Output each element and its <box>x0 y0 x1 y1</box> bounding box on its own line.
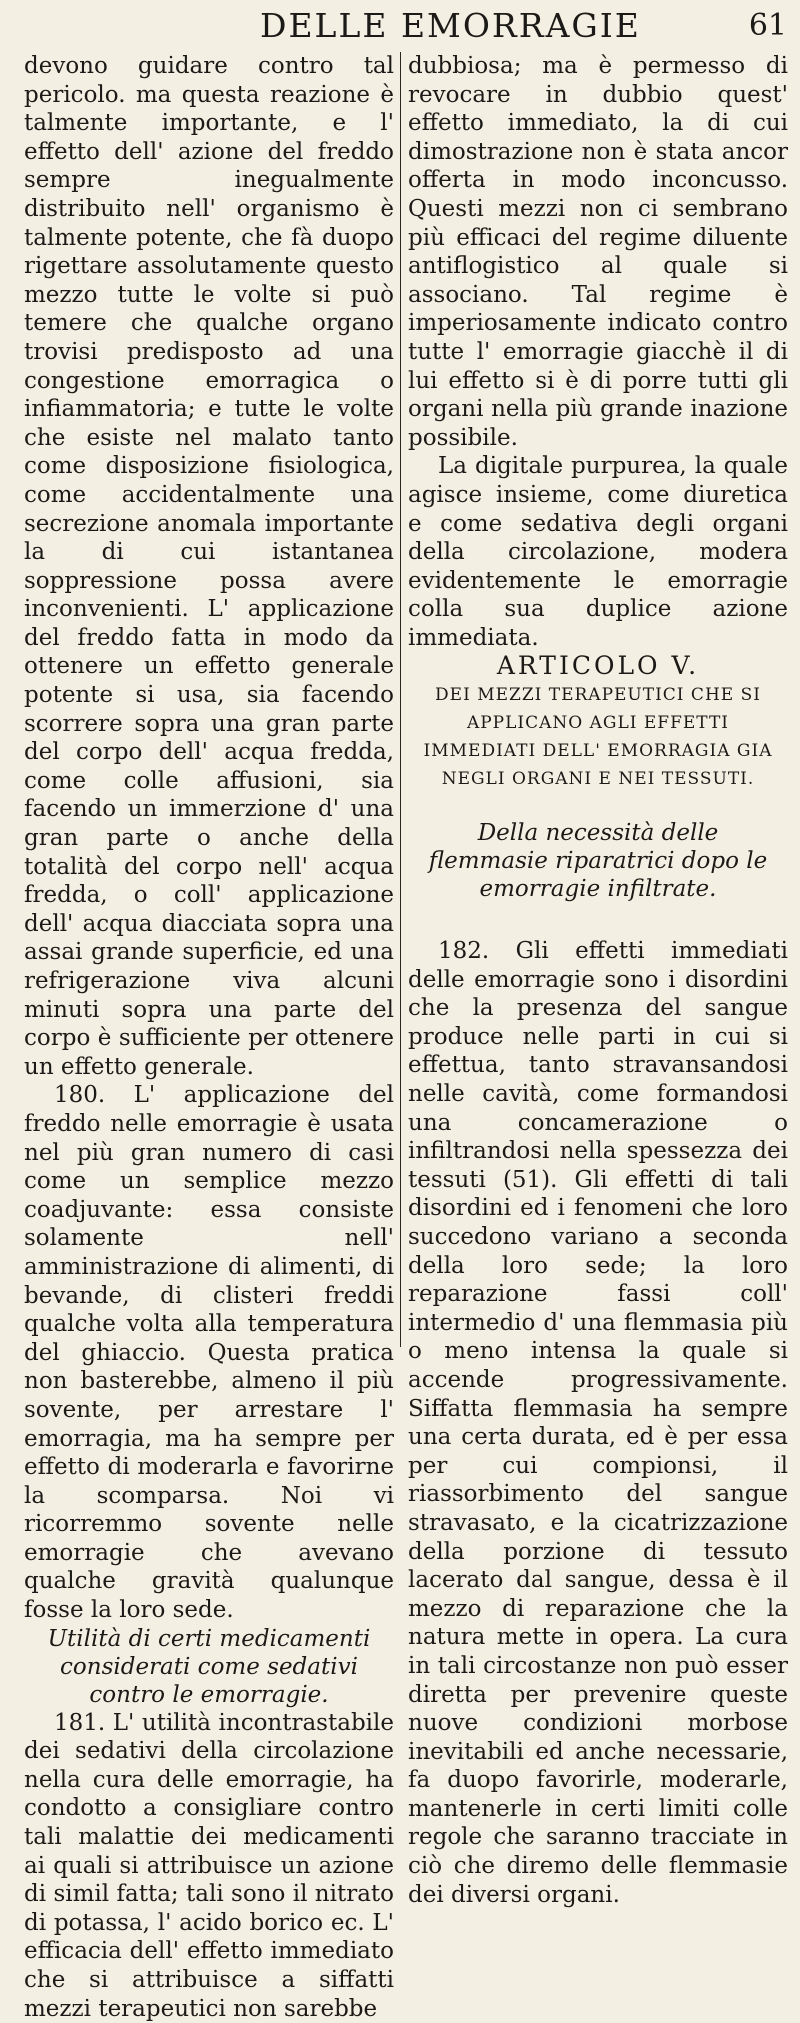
paragraph-digitale: La digitale purpurea, la quale agisce insieme, come diuretica e come sedativa degli organi della circolazione, modera evidentemente le emorragie colla sua duplice azione immediata. <box>408 453 788 651</box>
section-title-sedativi: Utilità di certi medicamenti considerati come sedativi contro le emorragie. <box>47 1625 371 1708</box>
article-subtitle: DEI MEZZI TERAPEUTICI CHE SI APPLICANO AGLI EFFETTI IMMEDIATI DELL' EMORRAGIA GIA NEGLI ORGANI E NEI TESSUTI. <box>423 685 773 790</box>
paragraph-continued: devono guidare contro tal pericolo. ma questa reazione è talmente importante, e l' effetto dell' azione del freddo sempre inegualmente distribuito nell' organismo è talmente potente, che fà duopo rigettare assolutamente questo mezzo tutte le volte si può temere che qualche organo trovisi predisposto ad una congestione emorragica o infiammatoria; e tutte le volte che esiste nel malato tanto come disposizione fisiologica, come accidentalmente una secrezione anomala importante la di cui istantanea soppressione possa avere inconvenienti. L' applicazione del freddo fatta in modo da ottenere un effetto generale potente si usa, sia facendo scorrere sopra una gran parte del corpo dell' acqua fredda, come colle affusioni, sia facendo un immerzione d' una gran parte o anche della totalità del corpo nell' acqua fredda, o coll' applicazione dell' acqua diacciata sopra una assai grande superficie, ed una refrigerazione viva alcuni minuti sopra una parte del corpo è sufficiente per ottenere un effetto generale. <box>24 53 394 1080</box>
paragraph-continued-right: dubbiosa; ma è permesso di revocare in dubbio quest' effetto immediato, la di cui dimostrazione non è stata ancor offerta in modo inconcusso. Questi mezzi non ci sembrano più efficaci del regime diluente antiflogistico al quale si associano. Tal regime è imperiosamente indicato contro tutte l' emorragie giacchè il di lui effetto si è di porre tutti gli organi nella più grande inazione possibile. <box>408 53 788 451</box>
page-header <box>60 6 795 46</box>
article-heading: ARTICOLO V. <box>496 651 700 681</box>
paragraph-182: 182. Gli effetti immediati delle emorragie sono i disordini che la presenza del sangue produce nelle parti in cui si effettua, tanto stravansandosi nelle cavità, come formandosi una concamerazione o infiltrandosi nella spessezza dei tessuti (51). Gli effetti di tali disordini ed i fenomeni che loro succedono variano a seconda della loro sede; la loro reparazione fassi coll' intermedio d' una flemmasia più o meno intensa la quale si accende progressivamente. Siffatta flemmasia ha sempre una certa durata, ed è per essa per cui compionsi, il riassorbimento del sangue stravasato, e la cicatrizzazione della porzione di tessuto lacerato dal sangue, dessa è il mezzo di reparazione che la natura mette in opera. La cura in tali circostanze non può esser diretta per prevenire queste nuove condizioni morbose inevitabili ed anche necessarie, fa duopo favorirle, moderarle, mantenerle in certi limiti colle regole che saranno tracciate in ciò che diremo delle flemmasie dei diversi organi. <box>408 938 788 1908</box>
page-number: 61 <box>748 8 787 43</box>
paragraph-181: 181. L' utilità incontrastabile dei sedativi della circolazione nella cura delle emorragie, ha condotto a consigliare contro tali malattie dei medicamenti ai quali si attribuisce un azione di simil fatta; tali sono il nitrato di potassa, l' acido borico ec. L' efficacia dell' effetto immediato che si attribuisce a siffatti mezzi terapeutici non sarebbe <box>24 1709 394 2022</box>
running-title: DELLE EMORRAGIE <box>260 6 641 45</box>
paragraph-180: 180. L' applicazione del freddo nelle emorragie è usata nel più gran numero di casi come un semplice mezzo coadjuvante: essa consiste solamente nell' amministrazione di alimenti, di bevande, di clisteri freddi qualche volta alla temperatura del ghiaccio. Questa pratica non basterebbe, almeno il più sovente, per arrestare l' emorragia, ma ha sempre per effetto di moderarla e favorirne la scomparsa. Noi vi ricorremmo sovente nelle emorragie che avevano qualche gravità qualunque fosse la loro sede. <box>24 1082 394 1624</box>
left-column <box>24 52 394 2023</box>
right-column <box>408 52 788 1909</box>
section-title-flemmasie: Della necessità delle flemmasie riparatrici dopo le emorragie infiltrate. <box>428 820 768 903</box>
column-divider <box>400 52 401 1347</box>
